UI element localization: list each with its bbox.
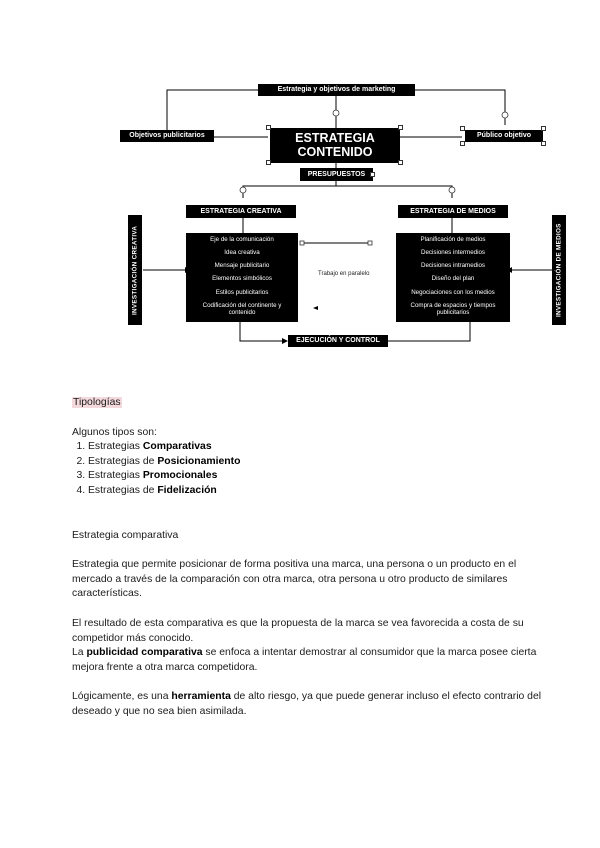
media-item: Negociaciones con los medios bbox=[411, 288, 495, 296]
media-strategy-box: ESTRATEGIA DE MEDIOS bbox=[398, 205, 508, 218]
creative-item: Mensaje publicitario bbox=[214, 262, 270, 270]
subsection-title: Estrategia comparativa bbox=[72, 529, 179, 541]
selection-handle bbox=[541, 126, 546, 131]
content-strategy-line1: ESTRATEGIA bbox=[295, 131, 375, 146]
creative-item: Idea creativa bbox=[224, 249, 260, 257]
media-items-list bbox=[396, 233, 510, 322]
selection-handle bbox=[460, 141, 465, 146]
media-item: Compra de espacios y tiempos publicitarios bbox=[410, 301, 496, 316]
creative-items-list bbox=[186, 233, 298, 322]
marketing-objectives-box: Estrategia y objetivos de marketing bbox=[258, 84, 415, 96]
content-strategy-box bbox=[270, 128, 400, 163]
creative-strategy-box: ESTRATEGIA CREATIVA bbox=[186, 205, 296, 218]
advertising-objectives-box: Objetivos publicitarios bbox=[120, 130, 214, 142]
selection-handle bbox=[541, 141, 546, 146]
selection-handle bbox=[370, 172, 375, 177]
document-body bbox=[72, 396, 542, 720]
media-item: Decisiones intramedios bbox=[421, 262, 485, 270]
list-item: 3. Estrategias Promocionales bbox=[88, 469, 542, 484]
creative-research-label: INVESTIGACIÓN CREATIVA bbox=[128, 215, 142, 325]
selection-handle bbox=[266, 125, 271, 130]
selection-handle bbox=[266, 160, 271, 165]
paragraph: El resultado de esta comparativa es que la propuesta de la marca se vea favorecida a costa de su competidor más conocido. bbox=[72, 617, 524, 644]
paragraph: Estrategia que permite posicionar de forma positiva una marca, una persona o un producto en el mercado a través de la comparación con otra marca, otra persona u otro producto de similares características. bbox=[72, 559, 517, 600]
paragraph: Lógicamente, es una herramienta de alto riesgo, ya que puede generar incluso el efecto contrario del deseado y que no sea bien asimilada. bbox=[72, 691, 542, 717]
content-strategy-line2: CONTENIDO bbox=[297, 144, 373, 159]
selection-handle bbox=[460, 126, 465, 131]
types-list bbox=[72, 440, 542, 498]
list-item: 2. Estrategias de Posicionamiento bbox=[88, 455, 542, 470]
budget-box: PRESUPUESTOS bbox=[300, 168, 373, 181]
list-item: 4. Estrategias de Fidelización bbox=[88, 484, 542, 499]
media-item: Decisiones intermedios bbox=[421, 249, 485, 257]
list-item: 1. Estrategias Comparativas bbox=[88, 440, 542, 455]
creative-item: Estilos publicitarios bbox=[215, 288, 269, 296]
creative-item: Elementos simbólicos bbox=[212, 275, 272, 283]
execution-control-box: EJECUCIÓN Y CONTROL bbox=[288, 335, 388, 347]
section-title: Tipologías bbox=[73, 397, 121, 408]
selection-handle bbox=[398, 125, 403, 130]
paragraph: La publicidad comparativa se enfoca a intentar demostrar al consumidor que la marca posee cierta mejora frente a otra marca competidora. bbox=[72, 647, 537, 673]
media-item: Planificación de medios bbox=[420, 236, 486, 243]
parallel-work-label: Trabajo en paralelo bbox=[318, 271, 370, 277]
intro-text: Algunos tipos son: bbox=[72, 426, 157, 438]
marketing-strategy-diagram bbox=[0, 0, 600, 360]
media-research-label: INVESTIGACIÓN DE MEDIOS bbox=[552, 215, 566, 325]
creative-item: Codificación del continente y contenido bbox=[202, 301, 282, 316]
creative-item: Eje de la comunicación bbox=[210, 236, 274, 243]
selection-handle bbox=[398, 160, 403, 165]
target-audience-box: Público objetivo bbox=[465, 130, 543, 142]
media-item: Diseño del plan bbox=[431, 275, 475, 283]
